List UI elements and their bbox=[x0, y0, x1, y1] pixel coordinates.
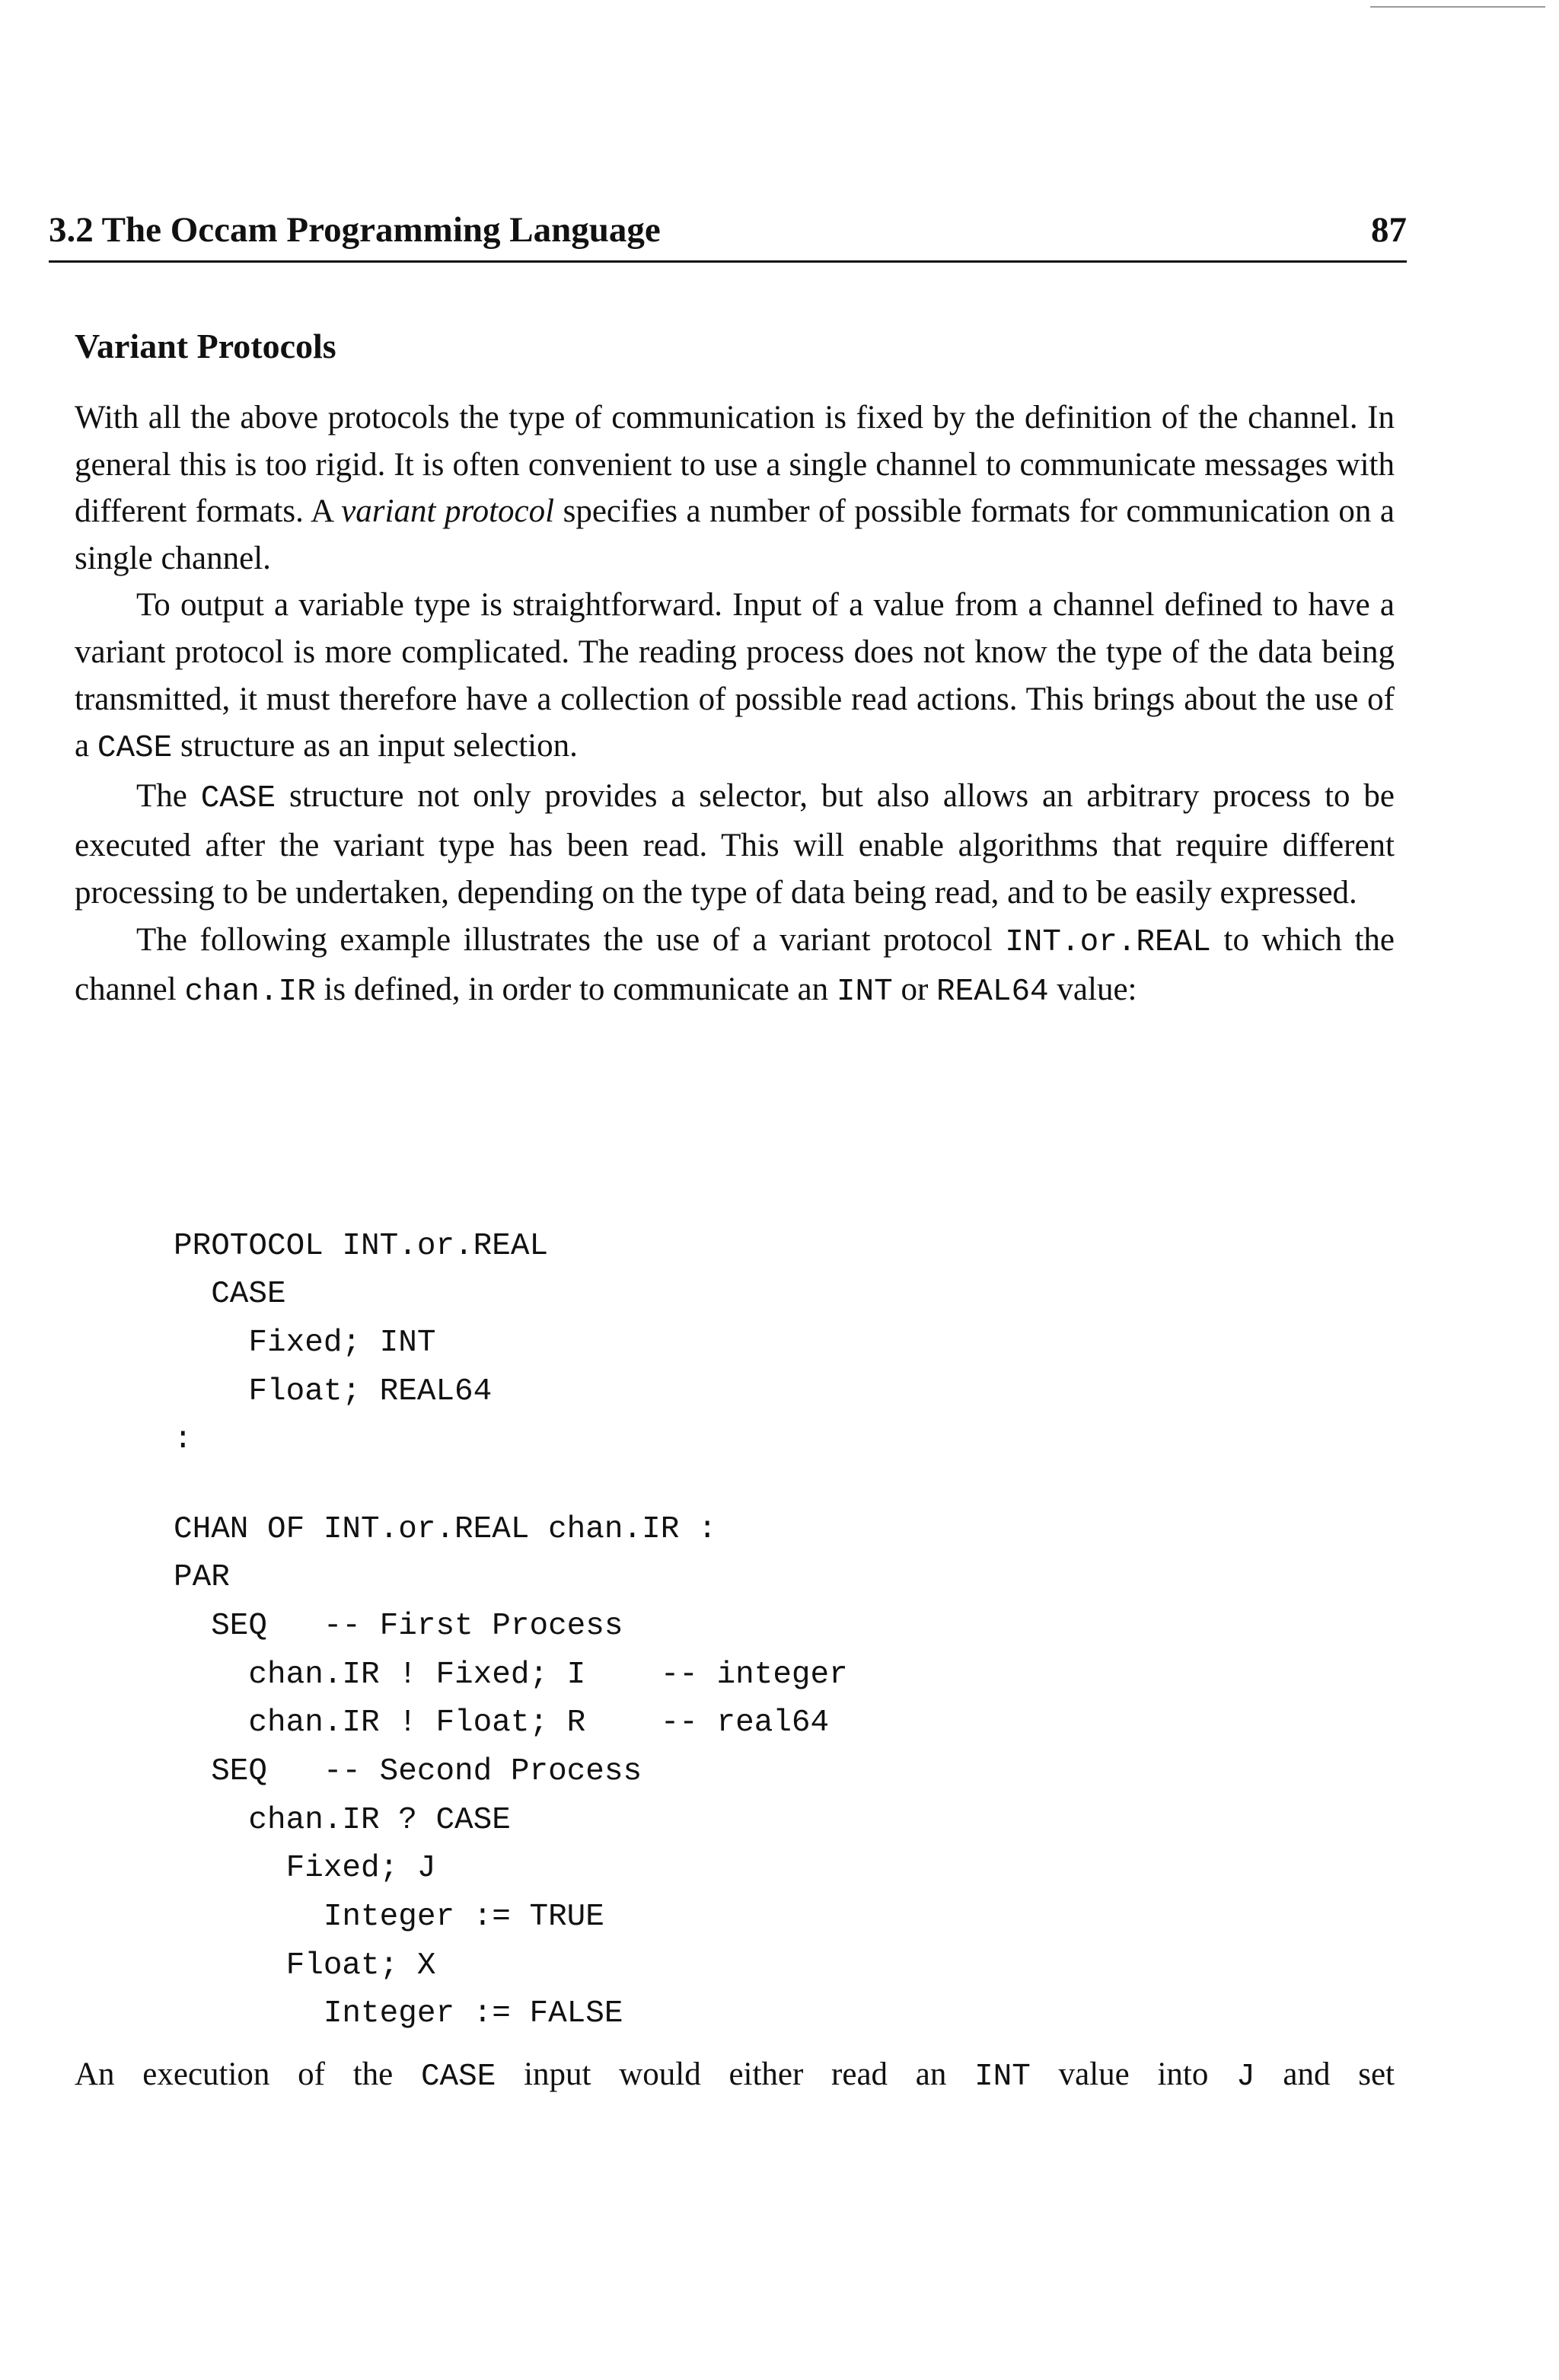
code-line: chan.IR ! Float; R -- real64 bbox=[174, 1705, 830, 1740]
inline-code: CASE bbox=[97, 731, 173, 767]
paragraph-3: The CASE structure not only provides a selector, but also allows an arbitrary process to be executed after the variant type has been read. This will enable algorithms that require different processing to be undertaken, depending on the type of data being read, and to be easily expressed. bbox=[75, 777, 1395, 911]
paragraph-2: To output a variable type is straightforward. Input of a value from a channel defined to have a variant protocol is more complicated. The reading process does not know the type of the data being transmitted, it must therefore have a collection of possible read actions. This brings about the use of a CASE structure as an input selection. bbox=[75, 587, 1395, 767]
inline-code: J bbox=[1236, 2059, 1255, 2094]
inline-code: REAL64 bbox=[936, 975, 1049, 1010]
running-header bbox=[49, 207, 1407, 263]
code-line: CHAN OF INT.or.REAL chan.IR : bbox=[174, 1512, 717, 1547]
code-line: SEQ -- First Process bbox=[174, 1609, 623, 1644]
code-line: Integer := TRUE bbox=[174, 1900, 604, 1935]
code-line: chan.IR ! Fixed; I -- integer bbox=[174, 1657, 848, 1692]
code-line: Fixed; INT bbox=[174, 1326, 436, 1361]
code-line: CASE bbox=[174, 1277, 286, 1312]
code-line: Float; X bbox=[174, 1948, 436, 1983]
inline-code: INT bbox=[836, 975, 893, 1010]
paragraph-5: An execution of the CASE input would either read an INT value into J and set bbox=[75, 2056, 1395, 2094]
page-number: 87 bbox=[1371, 210, 1407, 250]
inline-code: INT bbox=[974, 2059, 1031, 2094]
subsection-heading: Variant Protocols bbox=[75, 327, 336, 365]
inline-code: INT.or.REAL bbox=[1005, 924, 1211, 960]
code-line: : bbox=[174, 1422, 193, 1457]
code-line: Integer := FALSE bbox=[174, 1996, 623, 2031]
section-title: 3.2 The Occam Programming Language bbox=[49, 210, 661, 250]
inline-code: CASE bbox=[200, 780, 276, 816]
code-line: Fixed; J bbox=[174, 1851, 436, 1886]
inline-code: CASE bbox=[420, 2059, 496, 2094]
code-line: PAR bbox=[174, 1560, 230, 1595]
paragraph-1: With all the above protocols the type of communication is fixed by the definition of the channel. In general this is too rigid. It is often convenient to use a single channel to communicate messages with different formats. A variant protocol specifies a number of possible formats for communication on a single channel. bbox=[75, 400, 1395, 576]
code-line: Float; REAL64 bbox=[174, 1374, 493, 1409]
code-line: SEQ -- Second Process bbox=[174, 1754, 642, 1789]
code-line: chan.IR ? CASE bbox=[174, 1803, 511, 1838]
scan-edge-mark bbox=[1370, 6, 1545, 8]
code-line: PROTOCOL INT.or.REAL bbox=[174, 1229, 549, 1264]
term-variant-protocol: variant protocol bbox=[341, 493, 555, 530]
paragraph-4: The following example illustrates the use of a variant protocol INT.or.REAL to which the channel chan.IR is defined, in order to communicate an INT or REAL64 value: bbox=[75, 921, 1395, 1010]
inline-code: chan.IR bbox=[184, 975, 316, 1010]
